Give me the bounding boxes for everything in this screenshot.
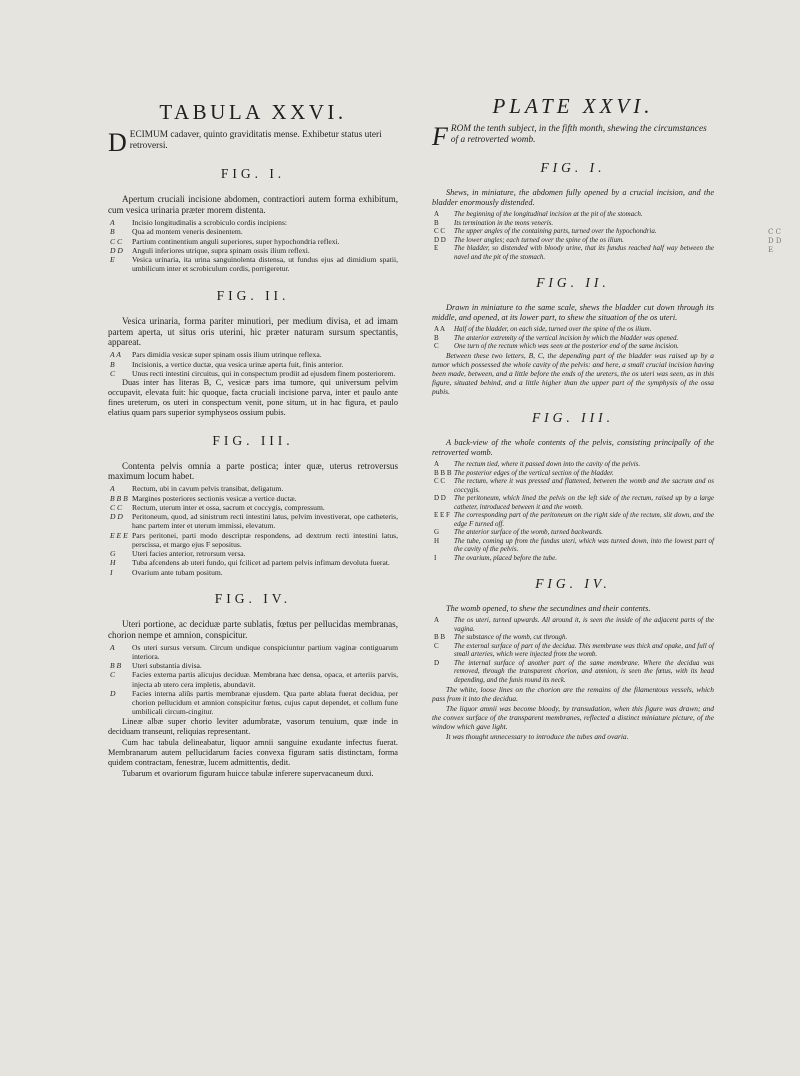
- legend-letter: C C: [110, 236, 123, 246]
- legend-text: Qua ad montem veneris desinentem.: [132, 227, 243, 237]
- latin-figures: [108, 166, 398, 779]
- legend-item: [432, 642, 714, 659]
- legend-text: The ovarium, placed before the tube.: [454, 553, 557, 562]
- legend-text: Uteri facies anterior, retrorsum versa.: [132, 549, 246, 559]
- legend-item: [432, 325, 714, 334]
- figure-description: Contenta pelvis omnia a parte postica; inter quæ, uterus retroversus maximum locum habet.: [108, 460, 398, 482]
- legend-letter: D D: [110, 512, 123, 522]
- legend-text: The anterior extremity of the vertical incision by which the bladder was opened.: [454, 333, 679, 342]
- legend-item: [432, 334, 714, 343]
- legend-text: Peritoneum, quod, ad sinistrum recti intestini latus, pelvim investiverat, ope catheteris, hanc partem inter et uterum immissi, elevatum.: [132, 512, 398, 531]
- legend-item: [432, 469, 714, 478]
- legend-text: Incisio longitudinalis a scrobiculo cordis incipiens:: [132, 218, 288, 228]
- legend-text: Pars peritonei, parti modo descriptæ respondens, ad dextrum recti intestini latus, perscissa, et margo ejus F sepositus.: [132, 530, 398, 549]
- legend-item: [432, 659, 714, 685]
- english-drop-cap: F: [432, 122, 448, 151]
- legend-letter: D: [434, 658, 440, 667]
- legend-item: [432, 537, 714, 554]
- legend-letter: G: [110, 549, 116, 559]
- legend-item: [108, 568, 398, 577]
- legend-item: [108, 503, 398, 512]
- legend-text: The rectum tied, where it passed down into the cavity of the pelvis.: [454, 459, 641, 468]
- latin-intro-text: ECIMUM cadaver, quinto graviditatis mense. Exhibetur status uteri retroversi.: [129, 130, 382, 152]
- legend-item: [108, 255, 398, 274]
- legend-item: [108, 531, 398, 550]
- figure-title: FIG. I.: [540, 160, 606, 176]
- legend-item: [432, 460, 714, 469]
- legend-letter: D D: [110, 245, 123, 255]
- legend-letter: D D: [434, 494, 446, 503]
- legend-item: [108, 494, 398, 503]
- legend-item: [432, 219, 714, 228]
- legend-letter: A: [434, 210, 440, 219]
- legend-item: [108, 237, 398, 246]
- legend-text: Facies interna aliûs partis membranæ ejusdem. Qua parte ablata fuerat decidua, per chorion pellucidum et amnion conspicitur fœtus, cujus caput dependet, et collum fune umbilicali circum-cingitur.: [132, 688, 398, 717]
- figure-description: Apertum cruciali incisione abdomen, contractiori autem forma exhibitum, cum vesica urinaria præter morem distenta.: [108, 194, 398, 216]
- legend-letter: B: [434, 333, 439, 342]
- legend-text: Uteri substantia divisa.: [132, 661, 202, 671]
- legend-item: [432, 244, 714, 261]
- figure-title: FIG. III.: [531, 410, 615, 426]
- english-figures: [432, 160, 714, 740]
- latin-drop-cap: D: [108, 128, 127, 157]
- legend-text: Margines posteriores sectionis vesicæ a vertice ductæ.: [132, 493, 297, 503]
- legend-item: [108, 661, 398, 670]
- figure-note: Tubarum et ovariorum figuram huicce tabulæ inferere supervacaneum duxi.: [122, 769, 374, 779]
- legend-text: The os uteri, turned upwards. All around it, is seen the inside of the adjacent parts of the vagina.: [454, 616, 714, 633]
- figure-title: FIG. II.: [216, 287, 290, 303]
- figure-note: Between these two letters, B, C, the depending part of the bladder was raised up by a tumor which possessed the whole cavity of the pelvis: and here, a small crucial incision having been made, between, and a little before the ends of the ureters, the os uteri was seen, as in this figure, situated behind, and a little higher than the upper part of the symphysis of the ossa pubis.: [432, 350, 714, 397]
- legend-letter: C C: [434, 477, 446, 486]
- figure-description: The womb opened, to shew the secundines and their contents.: [446, 604, 651, 614]
- legend-item: [108, 558, 398, 567]
- legend-item: [108, 360, 398, 369]
- legend-text: The beginning of the longitudinal incision at the pit of the stomach.: [454, 210, 643, 219]
- legend-text: The rectum, where it was pressed and flattened, between the womb and the sacrum and os coccygis.: [454, 477, 714, 494]
- legend-text: Incisionis, a vertice ductæ, qua vesica urinæ aperta fuit, finis anterior.: [132, 359, 344, 369]
- figure-description: Vesica urinaria, forma pariter minutiori, per medium divisa, et ad imam partem aperta, ut situs oris uterini, hic præter naturam sursum spectantis, appareat.: [108, 315, 398, 348]
- legend-letter: E E F: [434, 511, 450, 520]
- legend-text: The bladder, so distended with bloody urine, that its fundus reached half way between the navel and the pit of the stomach.: [454, 244, 714, 261]
- legend-letter: I: [434, 553, 437, 562]
- legend-letter: B B: [110, 661, 122, 671]
- legend-text: Its termination in the mons veneris.: [454, 218, 554, 227]
- legend-item: [432, 342, 714, 351]
- margin-letter: E: [768, 246, 774, 254]
- legend-letter: I: [110, 567, 113, 577]
- figure-title: FIG. III.: [212, 432, 294, 448]
- figure-note: Lineæ albæ super chorio leviter adumbratæ, vasorum tenuium, quæ inde in deciduam transeunt, reliquias representant.: [108, 716, 398, 736]
- legend-letter: A A: [434, 325, 446, 334]
- legend-text: Tuba afcendens ab uteri fundo, qui fcilicet ad partem pelvis infimam devoluta fuerat.: [132, 558, 390, 568]
- figure-description: Uteri portione, ac deciduæ parte sublatis, fœtus per pellucidas membranas, chorion nempe et amnion, conspicitur.: [108, 618, 398, 640]
- legend-item: [108, 670, 398, 689]
- legend-item: [432, 236, 714, 245]
- legend-letter: H: [434, 536, 440, 545]
- legend-letter: B: [110, 359, 115, 369]
- legend-item: [432, 528, 714, 537]
- legend-text: Rectum, uterum inter et ossa, sacrum et coccygis, compressum.: [132, 502, 325, 512]
- figure-title: FIG. I.: [220, 166, 286, 182]
- legend-text: Ovarium ante tubam positum.: [132, 567, 223, 577]
- legend-letter: C: [434, 342, 439, 351]
- legend-letter: A: [110, 218, 115, 228]
- legend-text: Vesica urinaria, ita urina sanguinolenta distensa, ut fundus ejus ad dimidium spatii, umbilicum inter et scrobiculum cordis, porrigeretur.: [132, 255, 398, 274]
- legend-letter: A: [434, 459, 440, 468]
- legend-item: [108, 227, 398, 236]
- legend-text: The lower angles; each turned over the spine of the os ilium.: [454, 235, 624, 244]
- figure-title: FIG. IV.: [214, 590, 292, 606]
- margin-letter: C C: [768, 228, 781, 236]
- legend-letter: C: [110, 670, 116, 680]
- legend-letter: E E E: [110, 530, 128, 540]
- english-intro: [432, 122, 714, 151]
- legend-letter: A: [110, 484, 115, 494]
- legend-letter: B B: [434, 633, 446, 642]
- legend-text: One turn of the rectum which was seen at the posterior end of the same incision.: [454, 342, 679, 351]
- legend-text: Facies externa partis alicujus deciduæ. Membrana hæc densa, opaca, et arteriis parvis, injecta ab utero cera impletis, abundavit.: [132, 670, 398, 689]
- figure-title: FIG. IV.: [535, 576, 611, 592]
- figure-description: Drawn in miniature to the same scale, shews the bladder cut down through its middle, and opened, at its lower part, to shew the situation of the os uteri.: [432, 303, 714, 323]
- legend-text: The internal surface of another part of the same membrane. Where the decidua was removed, through the transparent chorion, and amnion, is seen the fœtus, with its head depending, and the funis round its neck.: [454, 658, 714, 685]
- figure-title: FIG. II.: [536, 275, 610, 291]
- legend-text: The substance of the womb, cut through.: [454, 633, 568, 642]
- english-column: [432, 88, 714, 742]
- latin-column: [108, 88, 398, 780]
- legend-item: [432, 227, 714, 236]
- legend-item: [108, 689, 398, 717]
- legend-text: The posterior edges of the vertical section of the bladder.: [454, 468, 614, 477]
- legend-item: [432, 477, 714, 494]
- figure-note: The liquor amnii was become bloody, by transudation, when this figure was drawn; and the convex surface of the transparent membranes, reflected a distinct miniature picture, of the window which gave light.: [432, 703, 714, 731]
- legend-letter: B B B: [110, 493, 128, 503]
- legend-text: The upper angles of the containing parts, turned over the hypochondria.: [454, 227, 657, 236]
- legend-item: [108, 643, 398, 662]
- legend-text: The anterior surface of the womb, turned backwards.: [454, 528, 603, 537]
- figure-note: The white, loose lines on the chorion are the remains of the filamentous vessels, which pass from it into the decidua.: [432, 684, 714, 703]
- latin-intro: [108, 128, 398, 157]
- legend-letter: G: [434, 528, 440, 537]
- legend-letter: B: [434, 218, 439, 227]
- legend-letter: A A: [110, 350, 121, 360]
- legend-letter: B B B: [434, 468, 452, 477]
- legend-letter: B: [110, 227, 115, 237]
- legend-text: The tube, coming up from the fundus uteri, which was turned down, into the lowest part of the cavity of the pelvis.: [454, 536, 714, 554]
- legend-text: Unus recti intestini circuitus, qui in conspectum prodiit ad ejusdem finem posteriorem.: [132, 368, 396, 378]
- legend-item: [432, 210, 714, 219]
- legend-letter: E: [110, 255, 115, 265]
- legend-item: [108, 350, 398, 359]
- legend-item: [432, 494, 714, 511]
- legend-item: [108, 484, 398, 493]
- legend-item: [108, 512, 398, 531]
- legend-letter: A: [434, 616, 440, 625]
- legend-letter: E: [434, 244, 439, 253]
- legend-item: [108, 218, 398, 227]
- legend-letter: C: [110, 368, 116, 378]
- legend-item: [432, 511, 714, 528]
- legend-letter: A: [110, 642, 115, 652]
- figure-description: A back-view of the whole contents of the pelvis, consisting principally of the retroverted womb.: [432, 438, 714, 458]
- legend-text: The external surface of part of the decidua. This membrane was thick and opake, and full of small arteries, which were injected from the womb.: [454, 641, 714, 659]
- english-intro-text: ROM the tenth subject, in the fifth month, shewing the circumstances of a retroverted womb.: [450, 124, 707, 146]
- figure-note: Duas inter has literas B, C, vesicæ pars ima tumore, qui universum pelvim occupavit, elevata fuit: hic quoque, facta cruciali incisione parva, inter et paulo ante fines ureterum, os uteri in conspectum venit, pone situm, ut in hac figura, et paulo elatius quam pars superior symphyseos ossium pubis.: [108, 378, 398, 418]
- english-title: PLATE XXVI.: [492, 94, 654, 118]
- legend-letter: C: [434, 641, 439, 650]
- legend-item: [108, 549, 398, 558]
- legend-letter: C C: [110, 502, 123, 512]
- legend-text: The corresponding part of the peritoneum on the right side of the rectum, slit down, and the edge F turned off.: [454, 511, 714, 528]
- figure-description: Shews, in miniature, the abdomen fully opened by a crucial incision, and the bladder enormously distended.: [432, 188, 714, 208]
- legend-text: Rectum, ubi in cavum pelvis transibat, deligatum.: [132, 484, 284, 494]
- legend-text: Os uteri sursus versum. Circum undique conspiciuntur partium vaginæ contiguarum interiora.: [132, 642, 398, 661]
- legend-item: [108, 246, 398, 255]
- legend-item: [432, 616, 714, 633]
- figure-note: Cum hac tabula delineabatur, liquor amnii sanguine exudante infectus fuerat. Membranarum autem pellucidarum facies convexa figuram satis distinctam, forma quidem contractam, fenestræ, lucem admittentis, dedit.: [108, 737, 398, 768]
- legend-letter: H: [110, 558, 116, 568]
- legend-text: The peritoneum, which lined the pelvis on the left side of the rectum, raised up by a large catheter, introduced between it and the womb.: [454, 494, 714, 511]
- legend-item: [432, 554, 714, 563]
- figure-note: It was thought unnecessary to introduce the tubes and ovaria.: [446, 731, 629, 741]
- latin-title: TABULA XXVI.: [159, 100, 347, 124]
- legend-text: Partium continentium anguli superiores, super hypochondria reflexi.: [132, 236, 340, 246]
- legend-item: [108, 369, 398, 378]
- legend-letter: D D: [434, 235, 446, 244]
- margin-letter: D D: [768, 237, 782, 245]
- facing-page-margin-letters: [768, 228, 781, 255]
- legend-text: Anguli inferiores utrique, supra spinam ossis ilium reflexi.: [132, 245, 310, 255]
- legend-text: Pars dimidia vesicæ super spinam ossis ilium utrinque reflexa.: [132, 350, 322, 360]
- legend-letter: C C: [434, 227, 446, 236]
- legend-letter: D: [110, 688, 116, 698]
- legend-item: [432, 633, 714, 642]
- legend-text: Half of the bladder, on each side, turned over the spine of the os ilium.: [454, 325, 652, 334]
